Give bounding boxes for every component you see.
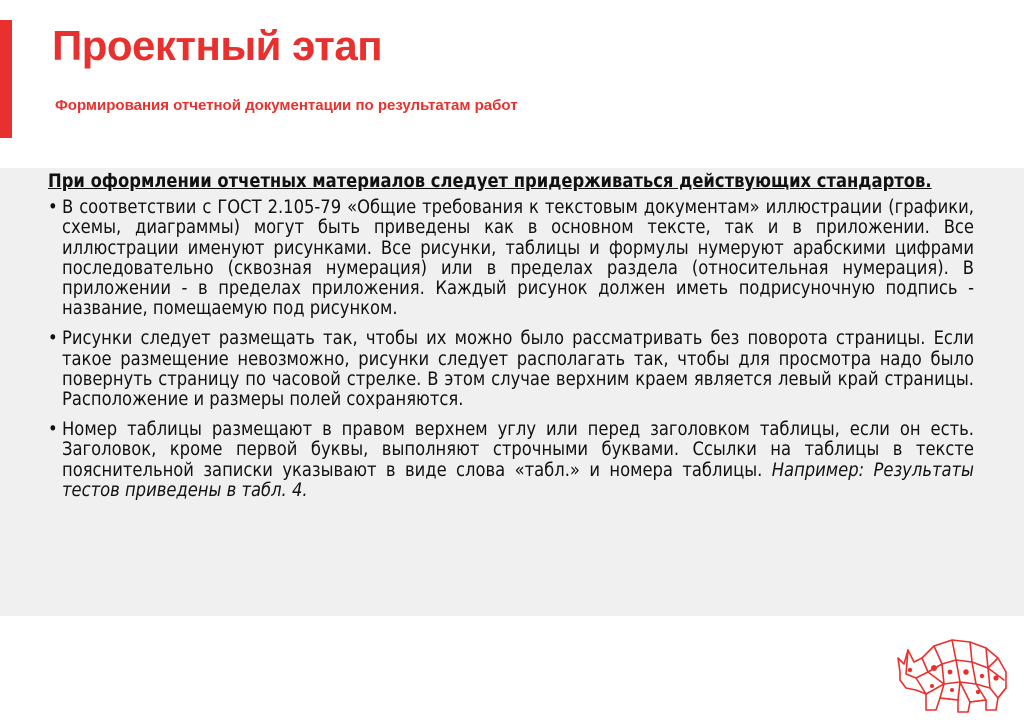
bullet-text: В соответствии с ГОСТ 2.105-79 «Общие требования к текстовым документам» иллюстрации (графики, схемы, диаграммы) могут быть приведены как в основном тексте, так и в приложении. Все иллюстрации именуют рисунками. Все рисунки, таблицы и формулы нумеруют арабскими цифрами последовательно (сквозная нумерация) или в пределах раздела (относительная нумерация). В приложении - в пределах приложения. Каждый рисунок должен иметь подрисуночную подпись - название, помещаемую под рисунком. [62,197,974,320]
rhino-icon [894,628,1012,714]
bullet-list [48,198,974,501]
page-subtitle: Формирования отчетной документации по результатам работ [55,97,518,114]
list-item [48,329,974,410]
bullet-marker: • [48,328,58,350]
content-body [48,172,974,511]
accent-bar [0,20,12,138]
bullet-marker: • [48,197,58,219]
bullet-marker: • [48,419,58,441]
list-item [48,420,974,501]
page-title: Проектный этап [52,22,383,69]
intro-text: При оформлении отчетных материалов следует придерживаться действующих стандартов. [48,171,932,192]
example-text: Например: Результаты тестов приведены в табл. 4. [62,459,974,501]
bullet-text: Номер таблицы размещают в правом верхнем углу или перед заголовком таблицы, если он есть. Заголовок, кроме первой буквы, выполняют строчными буквами. Ссылки на таблицы в тексте пояснительной записки указывают в виде слова «табл.» и номера таблицы. [62,419,974,481]
list-item [48,198,974,319]
bullet-text: Рисунки следует размещать так, чтобы их можно было рассматривать без поворота страницы. Если такое размещение невозможно, рисунки следует располагать так, чтобы для просмотра надо было повернуть страницу по часовой стрелке. В этом случае верхним краем является левый край страницы. Расположение и размеры полей сохраняются. [62,328,974,411]
